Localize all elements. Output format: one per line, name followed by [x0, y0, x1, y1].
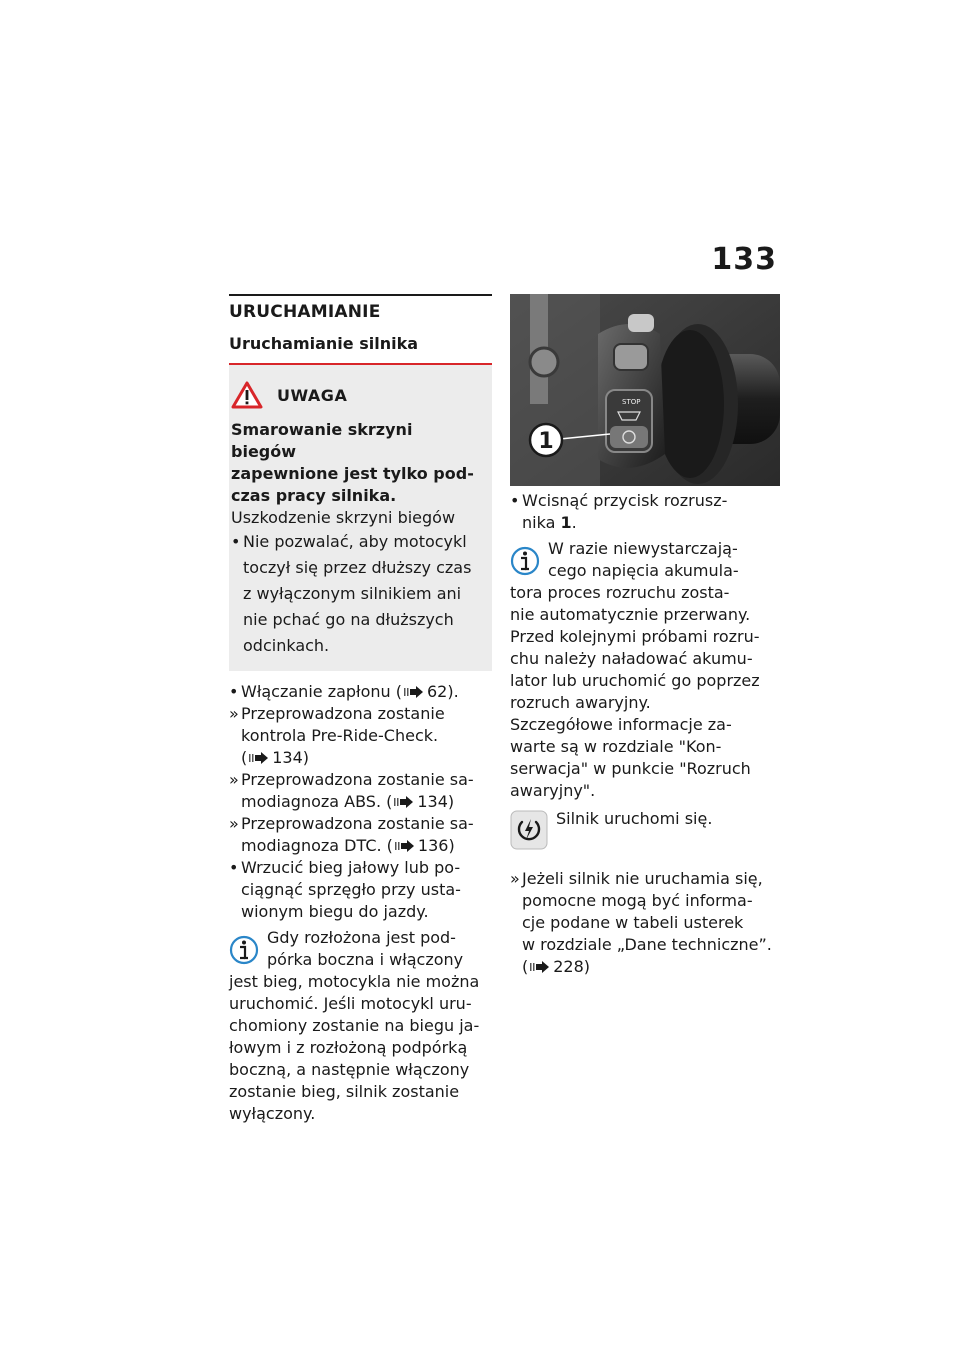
text-line [241, 747, 492, 769]
text-line: warte są w rozdziale "Kon- [510, 737, 722, 756]
step-item [229, 857, 492, 923]
page-reference[interactable]: 134 [272, 748, 303, 767]
text-line: Przeprowadzona zostanie sa- [241, 770, 474, 789]
right-column [510, 294, 780, 978]
text-line: nie automatycznie przerwany. [510, 605, 751, 624]
text-line: cego napięcia akumula- [548, 561, 739, 580]
info-icon [510, 544, 540, 578]
text-line: kontrola Pre-Ride-Check. [241, 726, 439, 745]
step-text: modiagnoza ABS. ( [241, 792, 393, 811]
info-note-sidestand [229, 927, 492, 1125]
step-text: modiagnoza DTC. ( [241, 836, 393, 855]
step-item [229, 703, 492, 769]
step-suffix: . [571, 513, 577, 532]
page-reference-arrow-icon [404, 686, 424, 698]
text-line: W razie niewystarczają- [548, 539, 738, 558]
step-marker: • [510, 491, 520, 510]
text-line: ciągnąć sprzęgło przy usta- [241, 880, 461, 899]
warning-box [229, 365, 492, 671]
step-item [229, 681, 492, 703]
page-reference-arrow-icon [394, 796, 414, 808]
step-text: ( [241, 748, 248, 767]
text-line: Wcisnąć przycisk rozrusz- [522, 491, 728, 510]
warning-list [231, 529, 480, 659]
list-item [231, 529, 480, 659]
text-line: Wrzucić bieg jałowy lub po- [241, 858, 461, 877]
page-reference-arrow-icon [395, 840, 415, 852]
step-marker: » [229, 704, 239, 723]
text-line: chomiony zostanie na biegu ja- [229, 1016, 480, 1035]
step-item [510, 490, 780, 534]
section-rule [229, 294, 492, 296]
step-text: ( [522, 957, 529, 976]
step-suffix: ) [448, 836, 455, 855]
page-reference[interactable]: 136 [417, 836, 449, 855]
engine-start-icon [510, 810, 548, 850]
text-line: nie pchać go na dłuższych [243, 610, 454, 629]
text-line [522, 512, 780, 534]
text-line: uruchomić. Jeśli motocykl uru- [229, 994, 472, 1013]
text-line: Gdy rozłożona jest pod- [267, 928, 456, 947]
step-marker: • [229, 682, 239, 701]
step-text: Włączanie zapłonu ( [241, 682, 402, 701]
text-line: czas pracy silnika. [231, 486, 397, 505]
steps-list [229, 681, 492, 923]
warning-title: UWAGA [277, 385, 348, 405]
text-line: Przeprowadzona zostanie sa- [241, 814, 474, 833]
page-reference[interactable]: 62 [427, 682, 448, 701]
text-line: z wyłączonym silnikiem ani [243, 584, 462, 603]
step-suffix: ). [447, 682, 459, 701]
text-line: zostanie bieg, silnik zostanie [229, 1082, 460, 1101]
text-line: odcinkach. [243, 636, 330, 655]
warning-triangle-icon [231, 381, 263, 409]
engine-result-text: Silnik uruchomi się. [556, 809, 713, 828]
fail-step-list [510, 868, 780, 978]
step-item [229, 769, 492, 813]
step-suffix: ) [302, 748, 310, 767]
text-line: cje podane w tabeli usterek [522, 913, 744, 932]
step-suffix: ) [583, 957, 591, 976]
text-line: zapewnione jest tylko pod- [231, 464, 474, 483]
page-reference-arrow-icon [530, 961, 550, 973]
text-line: lator lub uruchomić go poprzez [510, 671, 760, 690]
subsection-title: Uruchamianie silnika [229, 334, 492, 365]
page-reference-arrow-icon [249, 752, 269, 764]
text-line: rozruch awaryjny. [510, 693, 651, 712]
step-marker: • [229, 858, 239, 877]
text-line: w rozdziale „Dane techniczne”. [522, 935, 772, 954]
warning-header [231, 381, 480, 409]
warning-text: Uszkodzenie skrzyni biegów [231, 508, 456, 527]
step-marker: » [229, 814, 239, 833]
text-line: Jeżeli silnik nie uruchamia się, [522, 869, 763, 888]
text-line: Nie pozwalać, aby motocykl [243, 532, 467, 551]
bullet-marker: • [231, 532, 241, 551]
text-line: pórka boczna i włączony [267, 950, 464, 969]
text-line [522, 956, 780, 978]
text-line: łowym i z rozłożoną podpórką [229, 1038, 468, 1057]
text-line: Szczegółowe informacje za- [510, 715, 732, 734]
text-line: Przed kolejnymi próbami rozru- [510, 627, 760, 646]
text-line: wyłączony. [229, 1104, 316, 1123]
callout-reference: 1 [560, 513, 572, 532]
text-line: jest bieg, motocykla nie można [229, 972, 480, 991]
step-item [229, 813, 492, 857]
info-icon [229, 933, 259, 967]
info-note-battery [510, 538, 780, 802]
text-line: wionym biegu do jazdy. [241, 902, 429, 921]
text-line: serwacja" w punkcie "Rozruch [510, 759, 751, 778]
page-reference[interactable]: 228 [553, 957, 584, 976]
text-line: boczną, a następnie włączony [229, 1060, 470, 1079]
engine-result [510, 808, 780, 854]
step-suffix: ) [447, 792, 455, 811]
page-number: 133 [711, 242, 777, 277]
text-line: awaryjny". [510, 781, 596, 800]
step-text: nika [522, 513, 561, 532]
step-marker: » [510, 869, 520, 888]
text-line [241, 835, 492, 857]
text-line: pomocne mogą być informa- [522, 891, 753, 910]
warning-bold-text [231, 419, 480, 507]
stop-label: STOP [622, 398, 641, 406]
text-line [241, 791, 492, 813]
text-line: tora proces rozruchu zosta- [510, 583, 730, 602]
text-line: Smarowanie skrzyni biegów [231, 420, 413, 461]
text-line: chu należy naładować akumu- [510, 649, 753, 668]
text-line: Przeprowadzona zostanie [241, 704, 445, 723]
text-line: toczył się przez dłuższy czas [243, 558, 472, 577]
text-line [241, 681, 492, 703]
step-marker: » [229, 770, 239, 789]
left-column [229, 294, 492, 1125]
press-step-list [510, 490, 780, 534]
handlebar-switch-illustration [510, 294, 780, 486]
step-item [510, 868, 780, 978]
handlebar-switch-photo [510, 294, 780, 486]
page-reference[interactable]: 134 [417, 792, 448, 811]
section-title: URUCHAMIANIE [229, 302, 381, 322]
photo-callout-label: 1 [538, 429, 554, 454]
